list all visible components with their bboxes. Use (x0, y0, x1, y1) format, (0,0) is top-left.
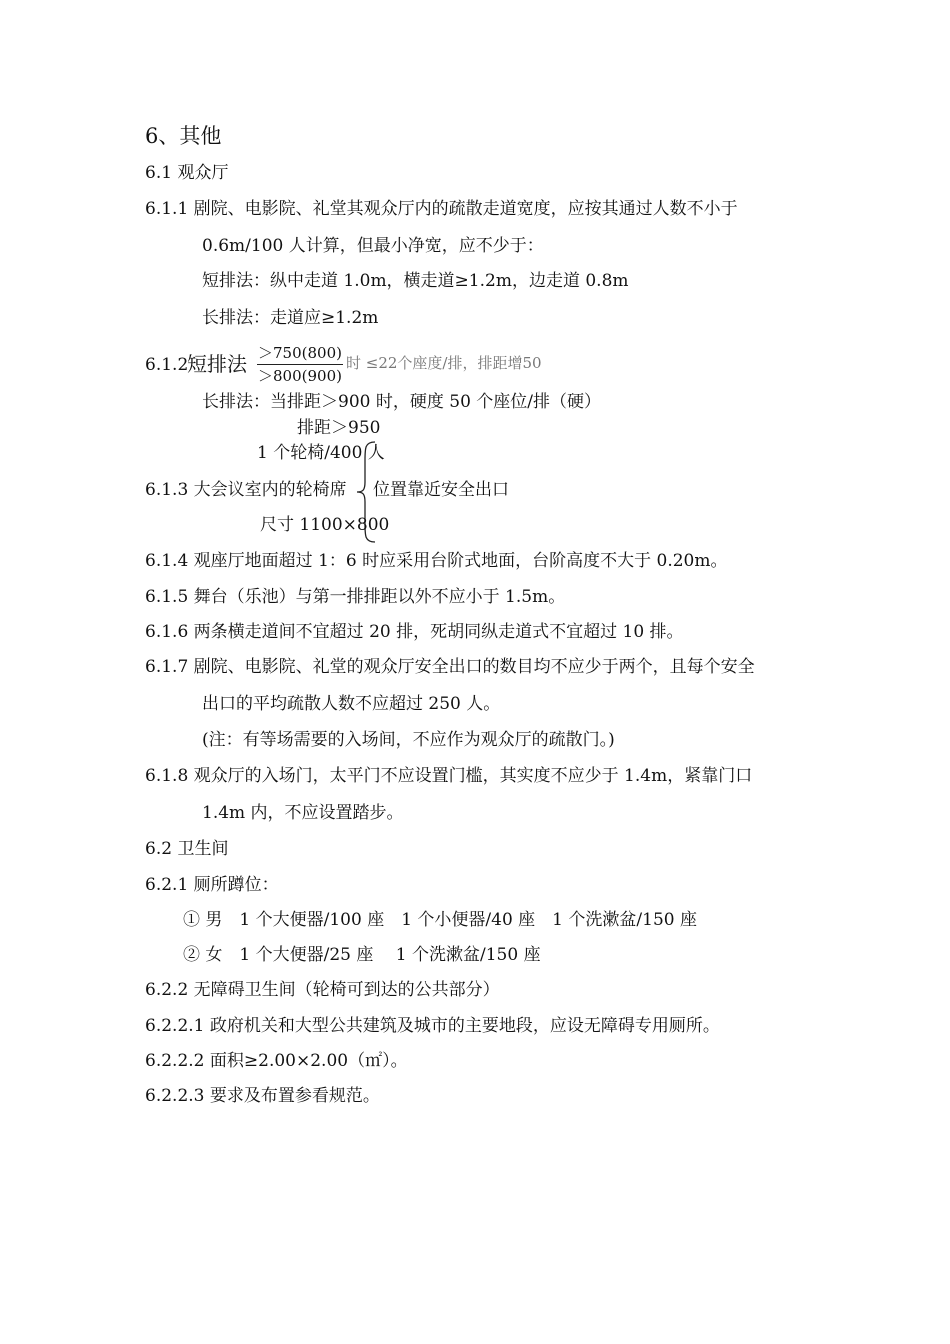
para-6-1-1-line2: 0.6m/100 人计算，但最小净宽，应不少于： (202, 236, 544, 256)
para-6-1-7-line1: 6.1.7 剧院、电影院、礼堂的观众厅安全出口的数目均不应少于两个，且每个安全 (145, 657, 755, 677)
para-6-2-2-2: 6.2.2.2 面积≥2.00×2.00（㎡）。 (145, 1051, 408, 1071)
para-6-1-6: 6.1.6 两条横走道间不宜超过 20 排，死胡同纵走道式不宜超过 10 排。 (145, 622, 684, 642)
para-6-2-2-1: 6.2.2.1 政府机关和大型公共建筑及城市的主要地段，应设无障碍专用厕所。 (145, 1016, 720, 1036)
para-6-1-2-long-row: 长排法：当排距＞900 时，硬度 50 个座位/排（硬） (202, 392, 602, 412)
fraction-numerator: ＞750(800) (258, 344, 342, 362)
para-6-1-1-short-row: 短排法：纵中走道 1.0m，横走道≥1.2m，边走道 0.8m (202, 271, 629, 291)
para-6-1-2-tail: 时 ≤22个座度/排，排距增50 (346, 354, 542, 372)
para-6-1-8-line1: 6.1.8 观众厅的入场门，太平门不应设置门槛，其实度不应少于 1.4m，紧靠门口 (145, 766, 753, 786)
para-6-2-2: 6.2.2 无障碍卫生间（轮椅可到达的公共部分） (145, 980, 500, 1000)
para-6-2-2-3: 6.2.2.3 要求及布置参看规范。 (145, 1086, 380, 1106)
toilet-female-row: ② 女 1 个大便器/25 座 1 个洗漱盆/150 座 (183, 945, 541, 965)
fraction-denominator: ＞800(900) (258, 367, 342, 385)
para-6-1-2-label: 6.1.2 (145, 355, 189, 375)
para-6-1-1-long-row: 长排法：走道应≥1.2m (202, 308, 379, 328)
para-6-1-8-line2: 1.4m 内，不应设置踏步。 (202, 803, 404, 823)
para-6-1-2-row-spacing: 排距＞950 (297, 418, 381, 438)
toilet-male-row: ① 男 1 个大便器/100 座 1 个小便器/40 座 1 个洗漱盆/150 座 (183, 910, 697, 930)
para-6-1-1-line1: 6.1.1 剧院、电影院、礼堂其观众厅内的疏散走道宽度，应按其通过人数不小于 (145, 199, 738, 219)
para-6-1-7-note: (注：有等场需要的入场间，不应作为观众厅的疏散门。) (202, 730, 615, 750)
para-6-1-2-method: 短排法 (187, 352, 247, 376)
wheelchair-size: 尺寸 1100×800 (260, 515, 390, 535)
heading-6-2: 6.2 卫生间 (145, 839, 229, 859)
para-6-1-3-label: 6.1.3 大会议室内的轮椅席 (145, 480, 347, 500)
para-6-1-4: 6.1.4 观座厅地面超过 1：6 时应采用台阶式地面，台阶高度不大于 0.20m。 (145, 551, 728, 571)
heading-6-1: 6.1 观众厅 (145, 163, 229, 183)
wheelchair-location: 位置靠近安全出口 (373, 480, 509, 500)
para-6-2-1: 6.2.1 厕所蹲位： (145, 875, 279, 895)
fraction-bar (257, 364, 343, 365)
para-6-1-5: 6.1.5 舞台（乐池）与第一排排距以外不应小于 1.5m。 (145, 587, 566, 607)
para-6-1-7-line2: 出口的平均疏散人数不应超过 250 人。 (202, 694, 501, 714)
section-title: 6、其他 (145, 124, 222, 148)
wheelchair-ratio: 1 个轮椅/400 人 (257, 443, 385, 463)
seat-spacing-fraction (257, 346, 343, 384)
